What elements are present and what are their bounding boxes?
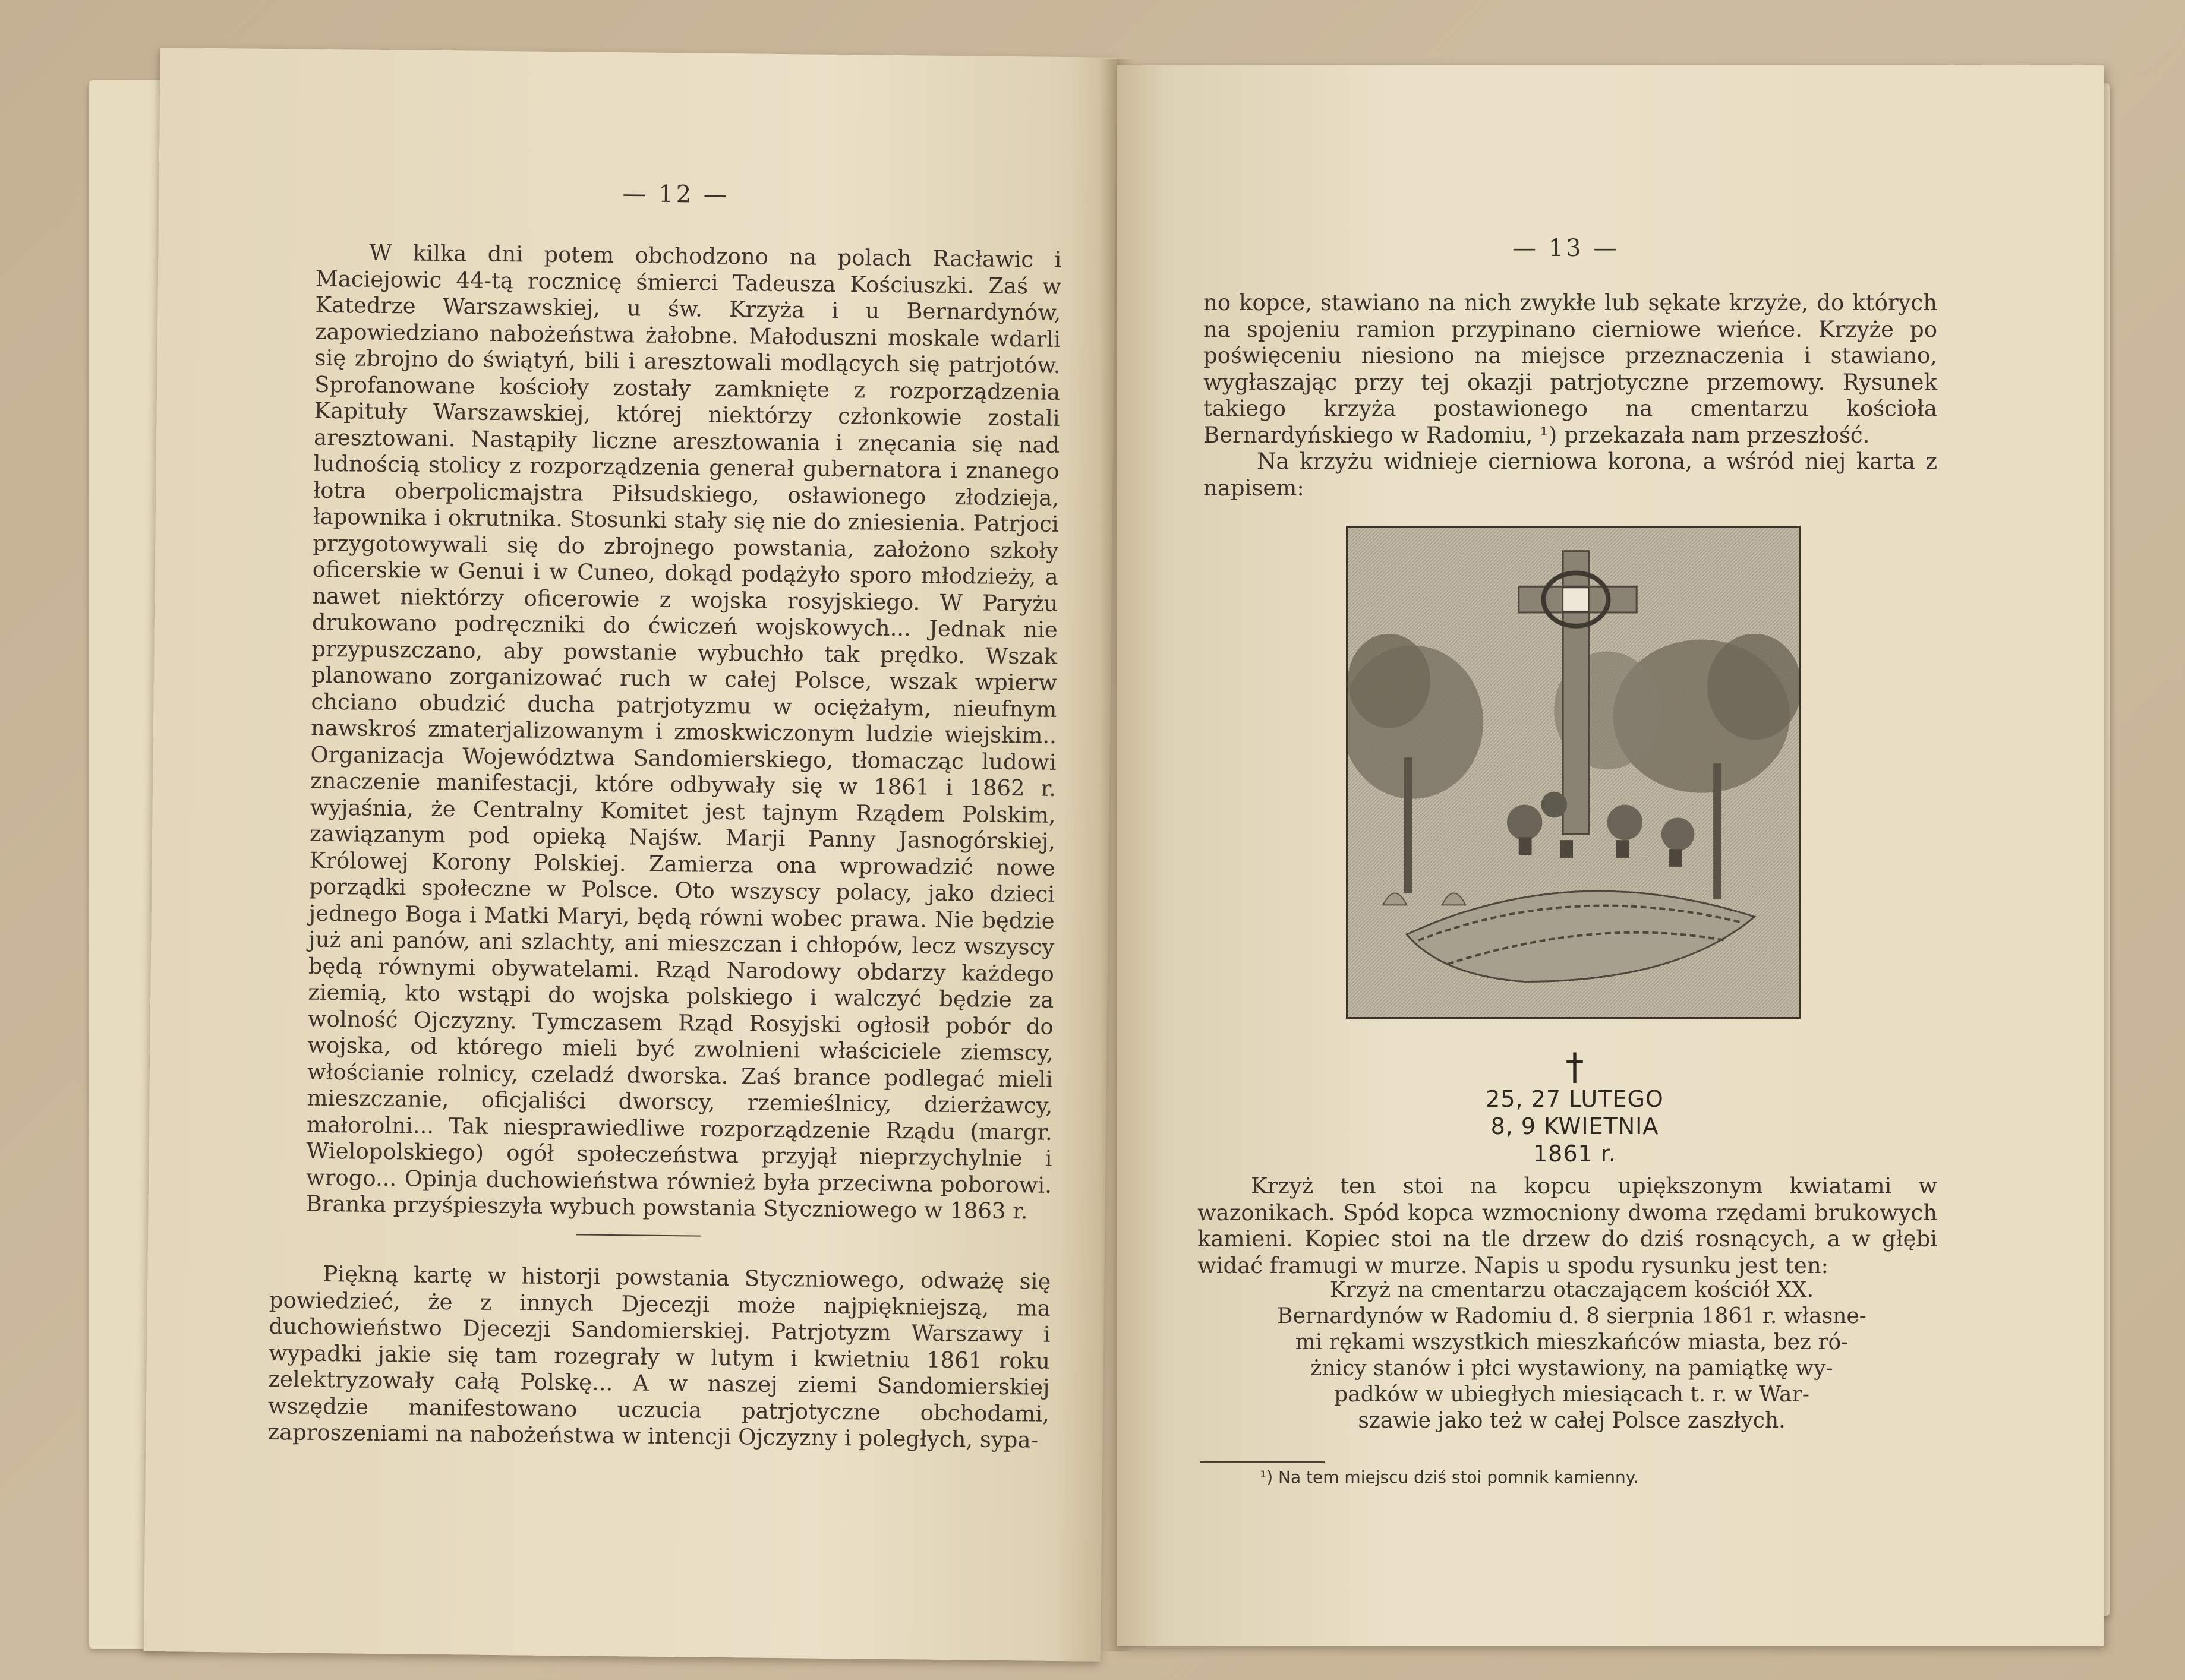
- inscription-header: [1361, 1045, 1789, 1167]
- footnote: ¹) Na tem miejscu dziś stoi pomnik kamienny.: [1260, 1467, 1639, 1487]
- right-paragraph-3: Krzyż ten stoi na kopcu upiększonym kwiatami w wazonikach. Spód kopca wzmocniony dwoma rzędami brukowych kamieni. Kopiec stoi na tle drzew do dziś rosnących, a w głębi widać framugi w murze. Napis u spodu rysunku jest ten:: [1197, 1173, 1937, 1278]
- left-main-text: [305, 239, 1061, 1226]
- left-page: [144, 48, 1117, 1662]
- left-second-text: [267, 1261, 1051, 1454]
- section-divider: [576, 1234, 701, 1236]
- left-page-number: — 12 —: [622, 180, 730, 209]
- right-paragraph-2: Na krzyżu widnieje cierniowa korona, a wśród niej karta z napisem:: [1203, 449, 1937, 501]
- left-paragraph-2: Piękną kartę w historji powstania Styczniowego, odważę się powiedzieć, że z innych Djecezji może najpiękniejszą, ma duchowieństwo Djecezji Sandomierskiej. Patrjotyzm Warszawy i wypadki jakie się tam rozegrały w lutym i kwietniu 1861 roku zelektryzowały całą Polskę... A w naszej ziemi Sandomierskiej wszędzie manifestowano uczucia patrjotyczne obchodami, zaproszeniami na nabożeństwa w intencji Ojczyzny i poległych, sypa-: [267, 1261, 1051, 1453]
- footnote-rule: [1200, 1461, 1325, 1463]
- drawing-caption: [1236, 1277, 1907, 1434]
- caption-line-5: padków w ubiegłych miesiącach t. r. w War-: [1334, 1382, 1809, 1407]
- cross-illustration: [1346, 526, 1801, 1019]
- right-text-2: [1197, 1173, 1937, 1279]
- caption-line-4: żnicy stanów i płci wystawiony, na pamiątkę wy-: [1310, 1356, 1833, 1381]
- caption-line-2: Bernardynów w Radomiu d. 8 sierpnia 1861 r. własne-: [1277, 1304, 1866, 1328]
- right-paragraph-1: no kopce, stawiano na nich zwykłe lub sękate krzyże, do których na spojeniu ramion przypinano cierniowe wieńce. Krzyże po poświęceniu niesiono na miejsce przeznaczenia i stawiano, wygłaszając przy tej okazji patrjotyczne przemowy. Rysunek takiego krzyża postawionego na cmentarzu kościoła Bernardyńskiego w Radomiu, ¹) przekazała nam przeszłość.: [1203, 290, 1937, 448]
- right-page-number: — 13 —: [1512, 235, 1620, 262]
- date-line-2: 8, 9 KWIETNIA: [1490, 1113, 1659, 1139]
- caption-line-6: szawie jako też w całej Polsce zaszłych.: [1358, 1409, 1786, 1433]
- cross-symbol: †: [1565, 1045, 1584, 1088]
- date-line-1: 25, 27 LUTEGO: [1486, 1086, 1664, 1112]
- left-paragraph-1: W kilka dni potem obchodzono na polach Racławic i Maciejowic 44-tą rocznicę śmierci Tadeusza Kościuszki. Zaś w Katedrze Warszawskiej, u św. Krzyża i u Bernardynów, zapowiedziano nabożeństwa żałobne. Małoduszni moskale wdarli się zbrojno do świątyń, bili i aresztowali modlących się patrjotów. Sprofanowane kościoły zostały zamknięte z rozporządzenia Kapituły Warszawskiej, której niektórzy członkowie zostali aresztowani. Nastąpiły liczne aresztowania i znęcania się nad ludnością stolicy z rozporządzenia generał gubernatora i znanego łotra oberpolicmajstra Piłsudskiego, osławionego złodzieja, łapownika i okrutnika. Stosunki stały się nie do zniesienia. Patrjoci przygotowywali się do zbrojnego powstania, założono szkoły oficerskie w Genui i w Cuneo, dokąd podążyło sporo młodzieży, a nawet niektórzy oficerowie z wojska rosyjskiego. W Paryżu drukowano podręczniki do ćwiczeń wojskowych... Jednak nie przypuszczano, aby powstanie wybuchło tak prędko. Wszak planowano zorganizować ruch w całej Polsce, wszak wpierw chciano obudzić ducha patrjotyzmu w ociężałym, nieufnym nawskroś zmaterjalizowanym i zmoskwiczonym ludzie wiejskim.. Organizacja Województwa Sandomierskiego, tłomacząc ludowi znaczenie manifestacji, które odbywały się w 1861 i 1862 r. wyjaśnia, że Centralny Komitet jest tajnym Rządem Polskim, zawiązanym pod opieką Najśw. Marji Panny Jasnogórskiej, Królowej Korony Polskiej. Zamierza ona wprowadzić nowe porządki społeczne w Polsce. Oto wszyscy polacy, jako dzieci jednego Boga i Matki Maryi, będą równi wobec prawa. Nie będzie już ani panów, ani szlachty, ani mieszczan i chłopów, lecz wszyscy będą równymi obywatelami. Rząd Narodowy obdarzy każdego ziemią, kto wstąpi do wojska polskiego i walczyć będzie za wolność Ojczyzny. Tymczasem Rząd Rosyjski ogłosił pobór do wojska, od którego mieli być zwolnieni właściciele ziemscy, włościanie rolnicy, czeladź dworska. Zaś brance podlegać mieli mieszczanie, oficjaliści dworscy, rzemieślnicy, dzierżawcy, małorolni... Tak niesprawiedliwe rozporządzenie Rządu (margr. Wielopolskiego) ogół społeczeństwa przyjął nieprzychylnie i wrogo... Opinja duchowieństwa również była przeciwna poborowi. Branka przyśpieszyła wybuch powstania Styczniowego w 1863 r.: [305, 239, 1062, 1224]
- right-text-1: [1203, 290, 1937, 501]
- date-line-3: 1861 r.: [1533, 1141, 1616, 1167]
- cross-drawing-icon: [1348, 528, 1799, 1017]
- caption-line-3: mi rękami wszystkich mieszkańców miasta, bez ró-: [1295, 1330, 1849, 1354]
- caption-line-1: Krzyż na cmentarzu otaczającem kościół XX.: [1329, 1278, 1814, 1302]
